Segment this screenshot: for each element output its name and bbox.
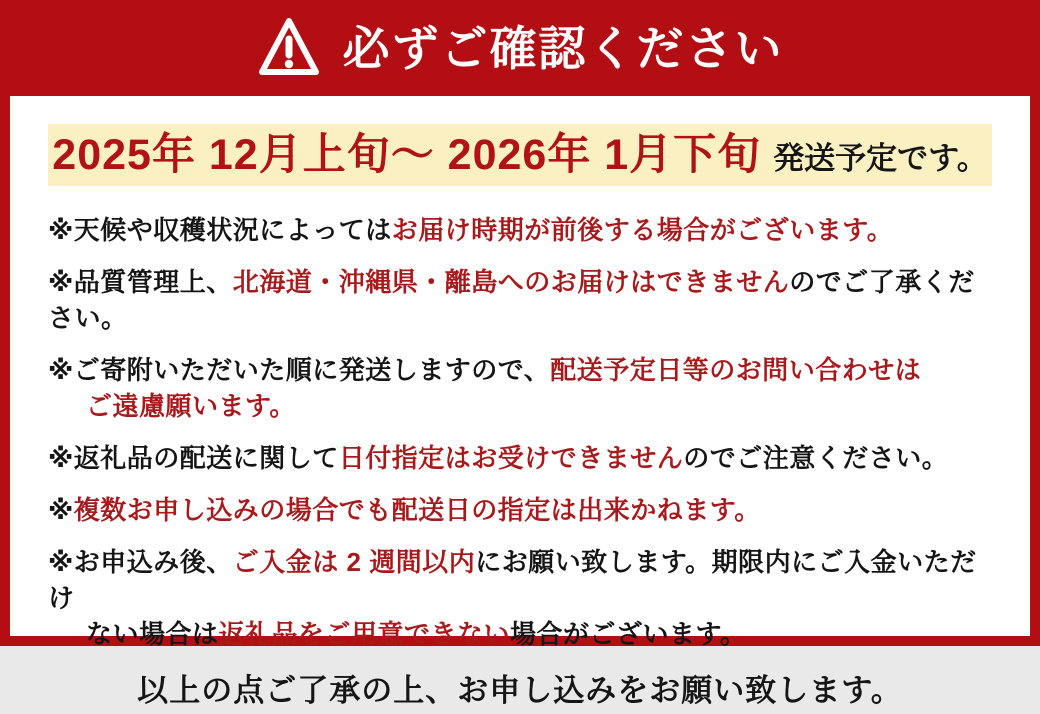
note-item xyxy=(48,264,992,336)
page-title: 必ずご確認ください xyxy=(342,21,784,75)
note-segment: 配送予定日等のお問い合わせは xyxy=(550,355,922,385)
note-segment: ※ xyxy=(48,495,74,525)
note-segment: ※天候や収穫状況によっては xyxy=(48,215,392,245)
note-segment: のでご注意ください。 xyxy=(683,443,949,473)
note-line xyxy=(48,352,992,388)
note-segment: 複数お申し込みの場合でも配送日の指定は出来かねます。 xyxy=(73,495,761,525)
note-segment: ない場合は xyxy=(86,619,219,649)
note-segment: お届け時期が前後する場合がございます。 xyxy=(391,215,894,245)
content xyxy=(10,96,1030,714)
note-line xyxy=(48,492,992,528)
note-segment: ご入金は 2 週間以内 xyxy=(232,547,476,577)
shipping-suffix-text: 発送予定です。 xyxy=(773,141,988,176)
note-line xyxy=(48,544,992,616)
note-segment: 北海道・沖縄県・離島へのお届けはできません xyxy=(232,267,790,297)
header xyxy=(0,0,1040,96)
note-segment: ※ご寄附いただいた順に発送しますので、 xyxy=(48,355,551,385)
note-segment: 返礼品をご用意できない xyxy=(218,619,511,649)
note-item xyxy=(48,352,992,424)
note-item xyxy=(48,212,992,248)
note-segment: にお願い致します。期限内にご入金いただけ xyxy=(48,547,977,613)
note-line xyxy=(48,264,992,336)
note-line xyxy=(48,388,992,424)
note-item xyxy=(48,544,992,652)
shipping-period-banner xyxy=(48,124,992,186)
note-segment: ※返礼品の配送に関して xyxy=(48,443,339,473)
warning-triangle-icon xyxy=(257,13,321,83)
note-segment: ※品質管理上、 xyxy=(48,267,233,297)
note-segment: ※お申込み後、 xyxy=(48,547,233,577)
note-item xyxy=(48,440,992,476)
note-segment: 場合がございます。 xyxy=(510,619,747,649)
note-line xyxy=(48,616,992,652)
note-segment: のでご了承ください。 xyxy=(48,267,975,333)
note-line xyxy=(48,212,992,248)
footer-note: 以上の点ご了承の上、お申し込みをお願い致します。 xyxy=(137,673,903,708)
note-segment: 日付指定はお受けできません xyxy=(338,443,684,473)
note-item xyxy=(48,492,992,528)
note-segment: ご遠慮願います。 xyxy=(86,391,296,421)
note-line xyxy=(48,440,992,476)
shipping-period-text: 2025年 12月上旬～ 2026年 1月下旬 xyxy=(52,131,762,179)
notes-list xyxy=(48,212,992,652)
